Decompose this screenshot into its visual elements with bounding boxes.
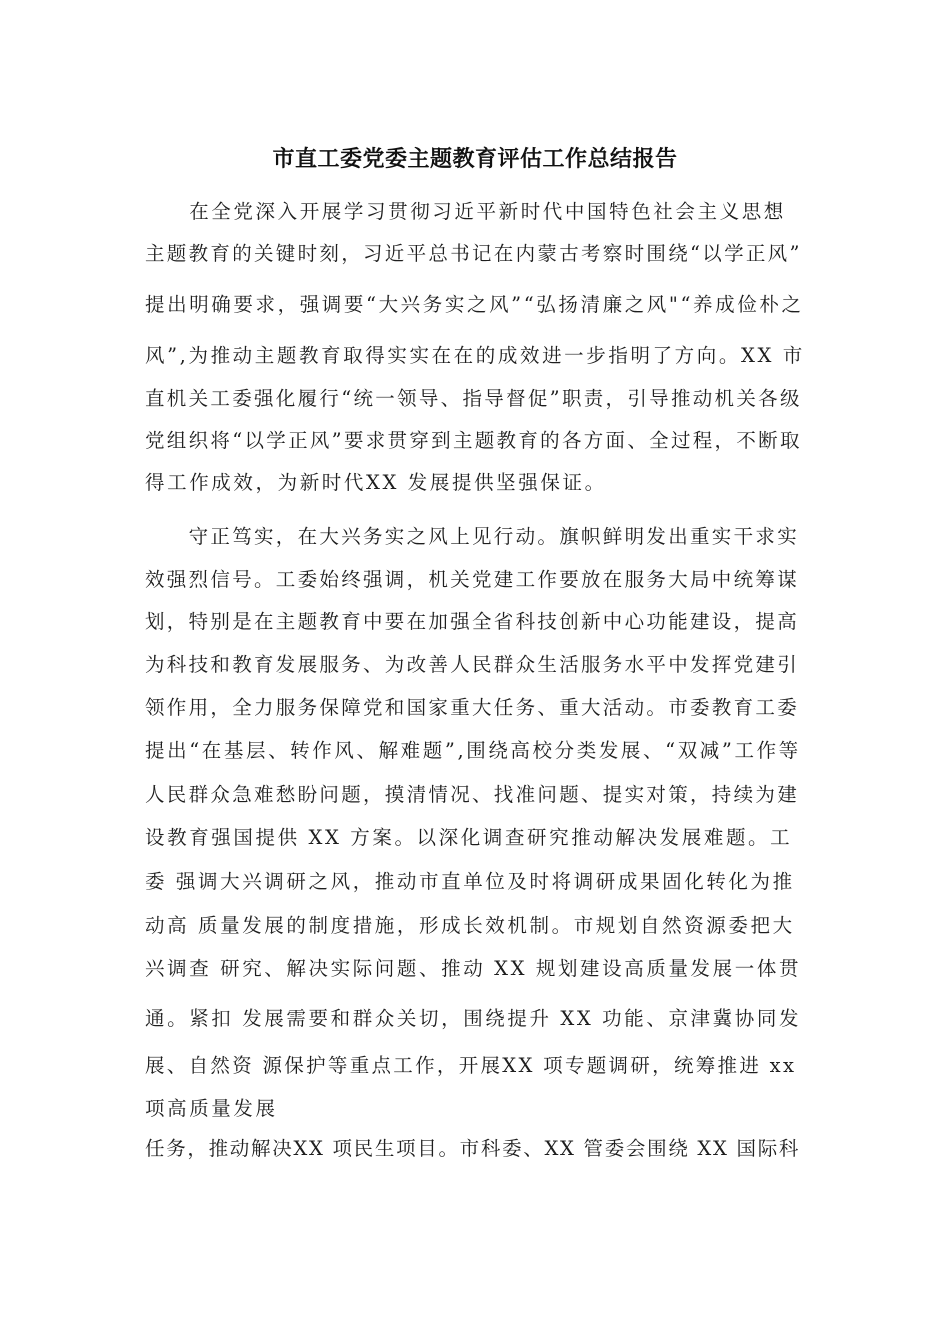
body-line: 设教育强国提供 XX 方案。以深化调查研究推动解决发展难题。工 [145,826,793,849]
body-line: 委 强调大兴调研之风，推动市直单位及时将调研成果固化转化为推 [145,870,795,893]
body-line: 风”,为推动主题教育取得实实在在的成效进一步指明了方向。XX 市 [145,344,805,367]
body-line: 效强烈信号。工委始终强调，机关党建工作要放在服务大局中统筹谋 [145,568,800,591]
body-line: 展、自然资 源保护等重点工作，开展XX 项专题调研，统筹推进 xx [145,1054,797,1077]
body-line: 任务，推动解决XX 项民生项目。市科委、XX 管委会围绕 XX 国际科 [145,1137,801,1160]
body-line: 提出“在基层、转作风、解难题”,围绕高校分类发展、“双减”工作等 [145,739,801,762]
body-line: 动高 质量发展的制度措施，形成长效机制。市规划自然资源委把大 [145,914,795,937]
document-title: 市直工委党委主题教育评估工作总结报告 [272,147,678,172]
body-line: 兴调查 研究、解决实际问题、推动 XX 规划建设高质量发展一体贯 [145,957,802,980]
body-line: 划，特别是在主题教育中要在加强全省科技创新中心功能建设，提高 [145,610,800,633]
body-line: 党组织将“以学正风”要求贯穿到主题教育的各方面、全过程，不断取 [145,429,802,452]
body-line: 在全党深入开展学习贯彻习近平新时代中国特色社会主义思想 [145,200,786,223]
body-line: 为科技和教育发展服务、为改善人民群众生活服务水平中发挥党建引 [145,653,800,676]
body-line: 守正笃实，在大兴务实之风上见行动。旗帜鲜明发出重实干求实 [145,525,800,548]
body-line: 主题教育的关键时刻，习近平总书记在内蒙古考察时围绕“以学正风” [145,242,802,265]
body-line: 领作用，全力服务保障党和国家重大任务、重大活动。市委教育工委 [145,696,800,719]
body-line: 得工作成效，为新时代XX 发展提供坚强保证。 [145,471,607,494]
body-line: 项高质量发展 [145,1097,278,1120]
body-line: 通。紧扣 发展需要和群众关切，围绕提升 XX 功能、京津冀协同发 [145,1007,802,1030]
body-line: 直机关工委强化履行“统一领导、指导督促”职责，引导推动机关各级 [145,387,802,410]
body-line: 人民群众急难愁盼问题，摸清情况、找准问题、提实对策，持续为建 [145,783,800,806]
body-line: 提出明确要求，强调要“大兴务实之风”“弘扬清廉之风"“养成俭朴之 [145,293,804,316]
